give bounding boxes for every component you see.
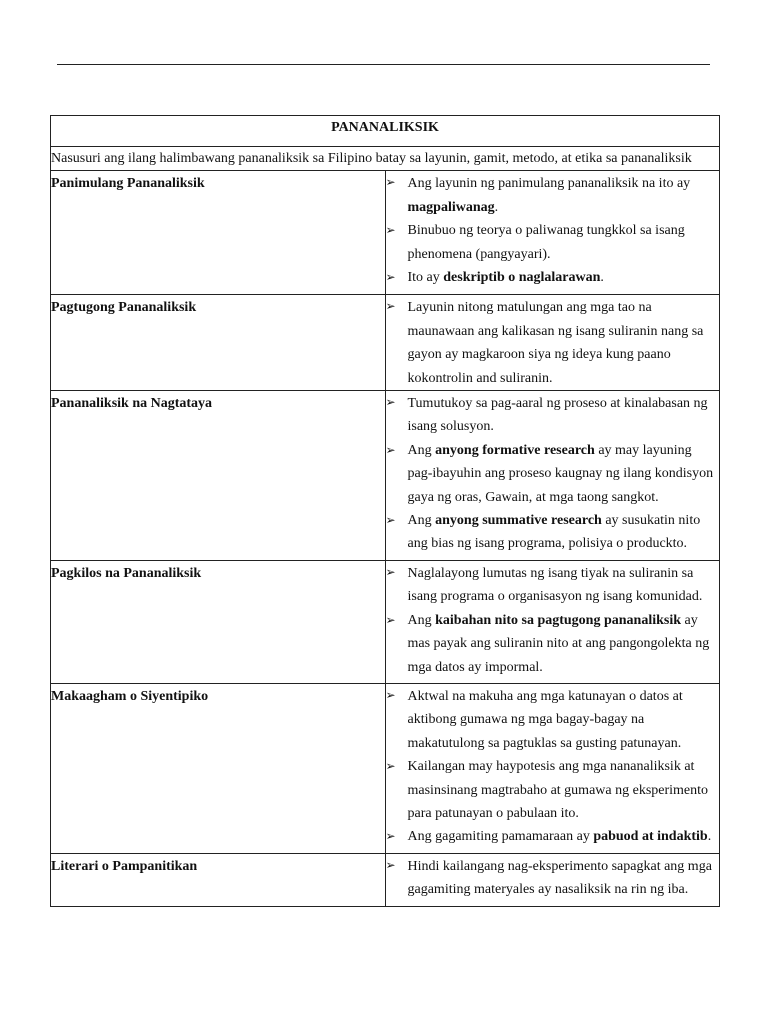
research-description-cell xyxy=(385,171,720,295)
bullet-text-end: . xyxy=(707,829,712,845)
research-type-cell xyxy=(51,295,386,391)
table-row xyxy=(51,391,720,561)
bullet-text-end: . xyxy=(600,270,604,286)
arrow-bullet-icon: ➢ xyxy=(385,688,396,703)
bullet-text: Ang xyxy=(407,513,436,529)
arrow-bullet-icon: ➢ xyxy=(385,442,396,457)
table-body xyxy=(51,171,720,907)
research-type-cell xyxy=(51,684,386,854)
bullet-list xyxy=(386,854,720,902)
research-type-name: Panimulang Pananaliksik xyxy=(51,176,205,192)
bullet-text: Aktwal na makuha ang mga katunayan o datos at aktibong gumawa ng mga bagay-bagay na makatutulong sa pagtuklas sa gusting patunayan. xyxy=(407,689,683,751)
bullet-item xyxy=(386,439,720,509)
bullet-text: Tumutukoy sa pag-aaral ng proseso at kinalabasan ng isang solusyon. xyxy=(407,396,708,435)
table-row xyxy=(51,854,720,907)
research-description-cell xyxy=(385,854,720,907)
bullet-text: Hindi kailangang nag-eksperimento sapagkat ang mga gagamiting materyales ay nasaliksik na rin ng iba. xyxy=(407,859,712,898)
bullet-emphasis: anyong formative research xyxy=(435,442,595,458)
bullet-emphasis: deskriptib o naglalarawan xyxy=(443,270,601,286)
bullet-list xyxy=(386,684,720,849)
bullet-item xyxy=(386,171,720,219)
bullet-item xyxy=(386,609,720,679)
bullet-item xyxy=(386,391,720,439)
research-type-name: Makaagham o Siyentipiko xyxy=(51,689,209,705)
research-type-cell xyxy=(51,391,386,561)
bullet-text: Ang layunin ng panimulang pananaliksik na ito ay xyxy=(407,176,691,192)
arrow-bullet-icon: ➢ xyxy=(385,395,396,410)
table-row xyxy=(51,295,720,391)
research-types-table xyxy=(50,115,720,907)
research-type-cell xyxy=(51,854,386,907)
table-title-row xyxy=(51,116,720,147)
bullet-item xyxy=(386,755,720,825)
research-description-cell xyxy=(385,561,720,684)
arrow-bullet-icon: ➢ xyxy=(385,858,396,873)
bullet-list xyxy=(386,171,720,289)
arrow-bullet-icon: ➢ xyxy=(385,829,396,844)
research-description-cell xyxy=(385,391,720,561)
research-type-name: Literari o Pampanitikan xyxy=(51,859,198,875)
arrow-bullet-icon: ➢ xyxy=(385,759,396,774)
bullet-emphasis: pabuod at indaktib xyxy=(593,829,708,845)
bullet-text-end: ay mas payak ang suliranin nito at ang pangongolekta ng mga datos ay impormal. xyxy=(407,612,710,675)
bullet-list xyxy=(386,561,720,679)
research-type-name: Pananaliksik na Nagtataya xyxy=(51,396,213,412)
bullet-text: Ang gagamiting pamamaraan ay xyxy=(407,829,594,845)
arrow-bullet-icon: ➢ xyxy=(385,612,396,627)
research-description-cell xyxy=(385,684,720,854)
bullet-text-end: . xyxy=(494,199,499,215)
table-title: PANANALIKSIK xyxy=(51,116,720,147)
bullet-item xyxy=(386,266,720,289)
bullet-emphasis: anyong summative research xyxy=(435,513,602,529)
bullet-item xyxy=(386,219,720,266)
bullet-text: Kailangan may haypotesis ang mga nananaliksik at masinsinang magtrabaho at gumawa ng eksperimento para patunayan o pabulaan ito. xyxy=(407,759,709,822)
bullet-text: Binubuo ng teorya o paliwanag tungkkol sa isang phenomena (pangyayari). xyxy=(407,223,685,262)
arrow-bullet-icon: ➢ xyxy=(385,270,396,285)
bullet-list xyxy=(386,295,720,390)
bullet-text: Ang xyxy=(407,612,436,628)
research-type-name: Pagtugong Pananaliksik xyxy=(51,300,197,316)
bullet-item xyxy=(386,509,720,556)
research-type-name: Pagkilos na Pananaliksik xyxy=(51,566,202,582)
bullet-item xyxy=(386,684,720,755)
table-row xyxy=(51,171,720,295)
table-description: Nasusuri ang ilang halimbawang pananaliksik sa Filipino batay sa layunin, gamit, metodo, at etika sa pananaliksik xyxy=(51,147,720,171)
bullet-item xyxy=(386,561,720,609)
bullet-list xyxy=(386,391,720,556)
research-description-cell xyxy=(385,295,720,391)
bullet-text: Layunin nitong matulungan ang mga tao na maunawaan ang kalikasan ng isang suliranin nang sa gayon ay magkaroon siya ng ideya kung paano kokontrolin and suliranin. xyxy=(407,300,704,386)
bullet-text-end: ay may layuning pag-ibayuhin ang proseso kaugnay ng ilang kondisyon gaya ng oras, Gawain, at mga taong sangkot. xyxy=(407,442,714,505)
arrow-bullet-icon: ➢ xyxy=(385,223,396,238)
bullet-emphasis: magpaliwanag xyxy=(407,199,495,215)
arrow-bullet-icon: ➢ xyxy=(385,175,396,190)
arrow-bullet-icon: ➢ xyxy=(385,299,396,314)
bullet-emphasis: kaibahan nito sa pagtugong pananaliksik xyxy=(435,612,682,628)
table-row xyxy=(51,561,720,684)
header-rule xyxy=(57,64,710,65)
bullet-text: Ang xyxy=(407,442,436,458)
bullet-item xyxy=(386,825,720,848)
arrow-bullet-icon: ➢ xyxy=(385,565,396,580)
research-type-cell xyxy=(51,561,386,684)
bullet-text-end: ay susukatin nito ang bias ng isang programa, polisiya o produckto. xyxy=(407,513,701,552)
table-description-row xyxy=(51,147,720,171)
bullet-item xyxy=(386,854,720,902)
research-type-cell xyxy=(51,171,386,295)
arrow-bullet-icon: ➢ xyxy=(385,513,396,528)
bullet-text: Ito ay xyxy=(407,270,444,286)
table-row xyxy=(51,684,720,854)
bullet-item xyxy=(386,295,720,390)
bullet-text: Naglalayong lumutas ng isang tiyak na suliranin sa isang programa o organisasyon ng isang komunidad. xyxy=(407,566,703,605)
